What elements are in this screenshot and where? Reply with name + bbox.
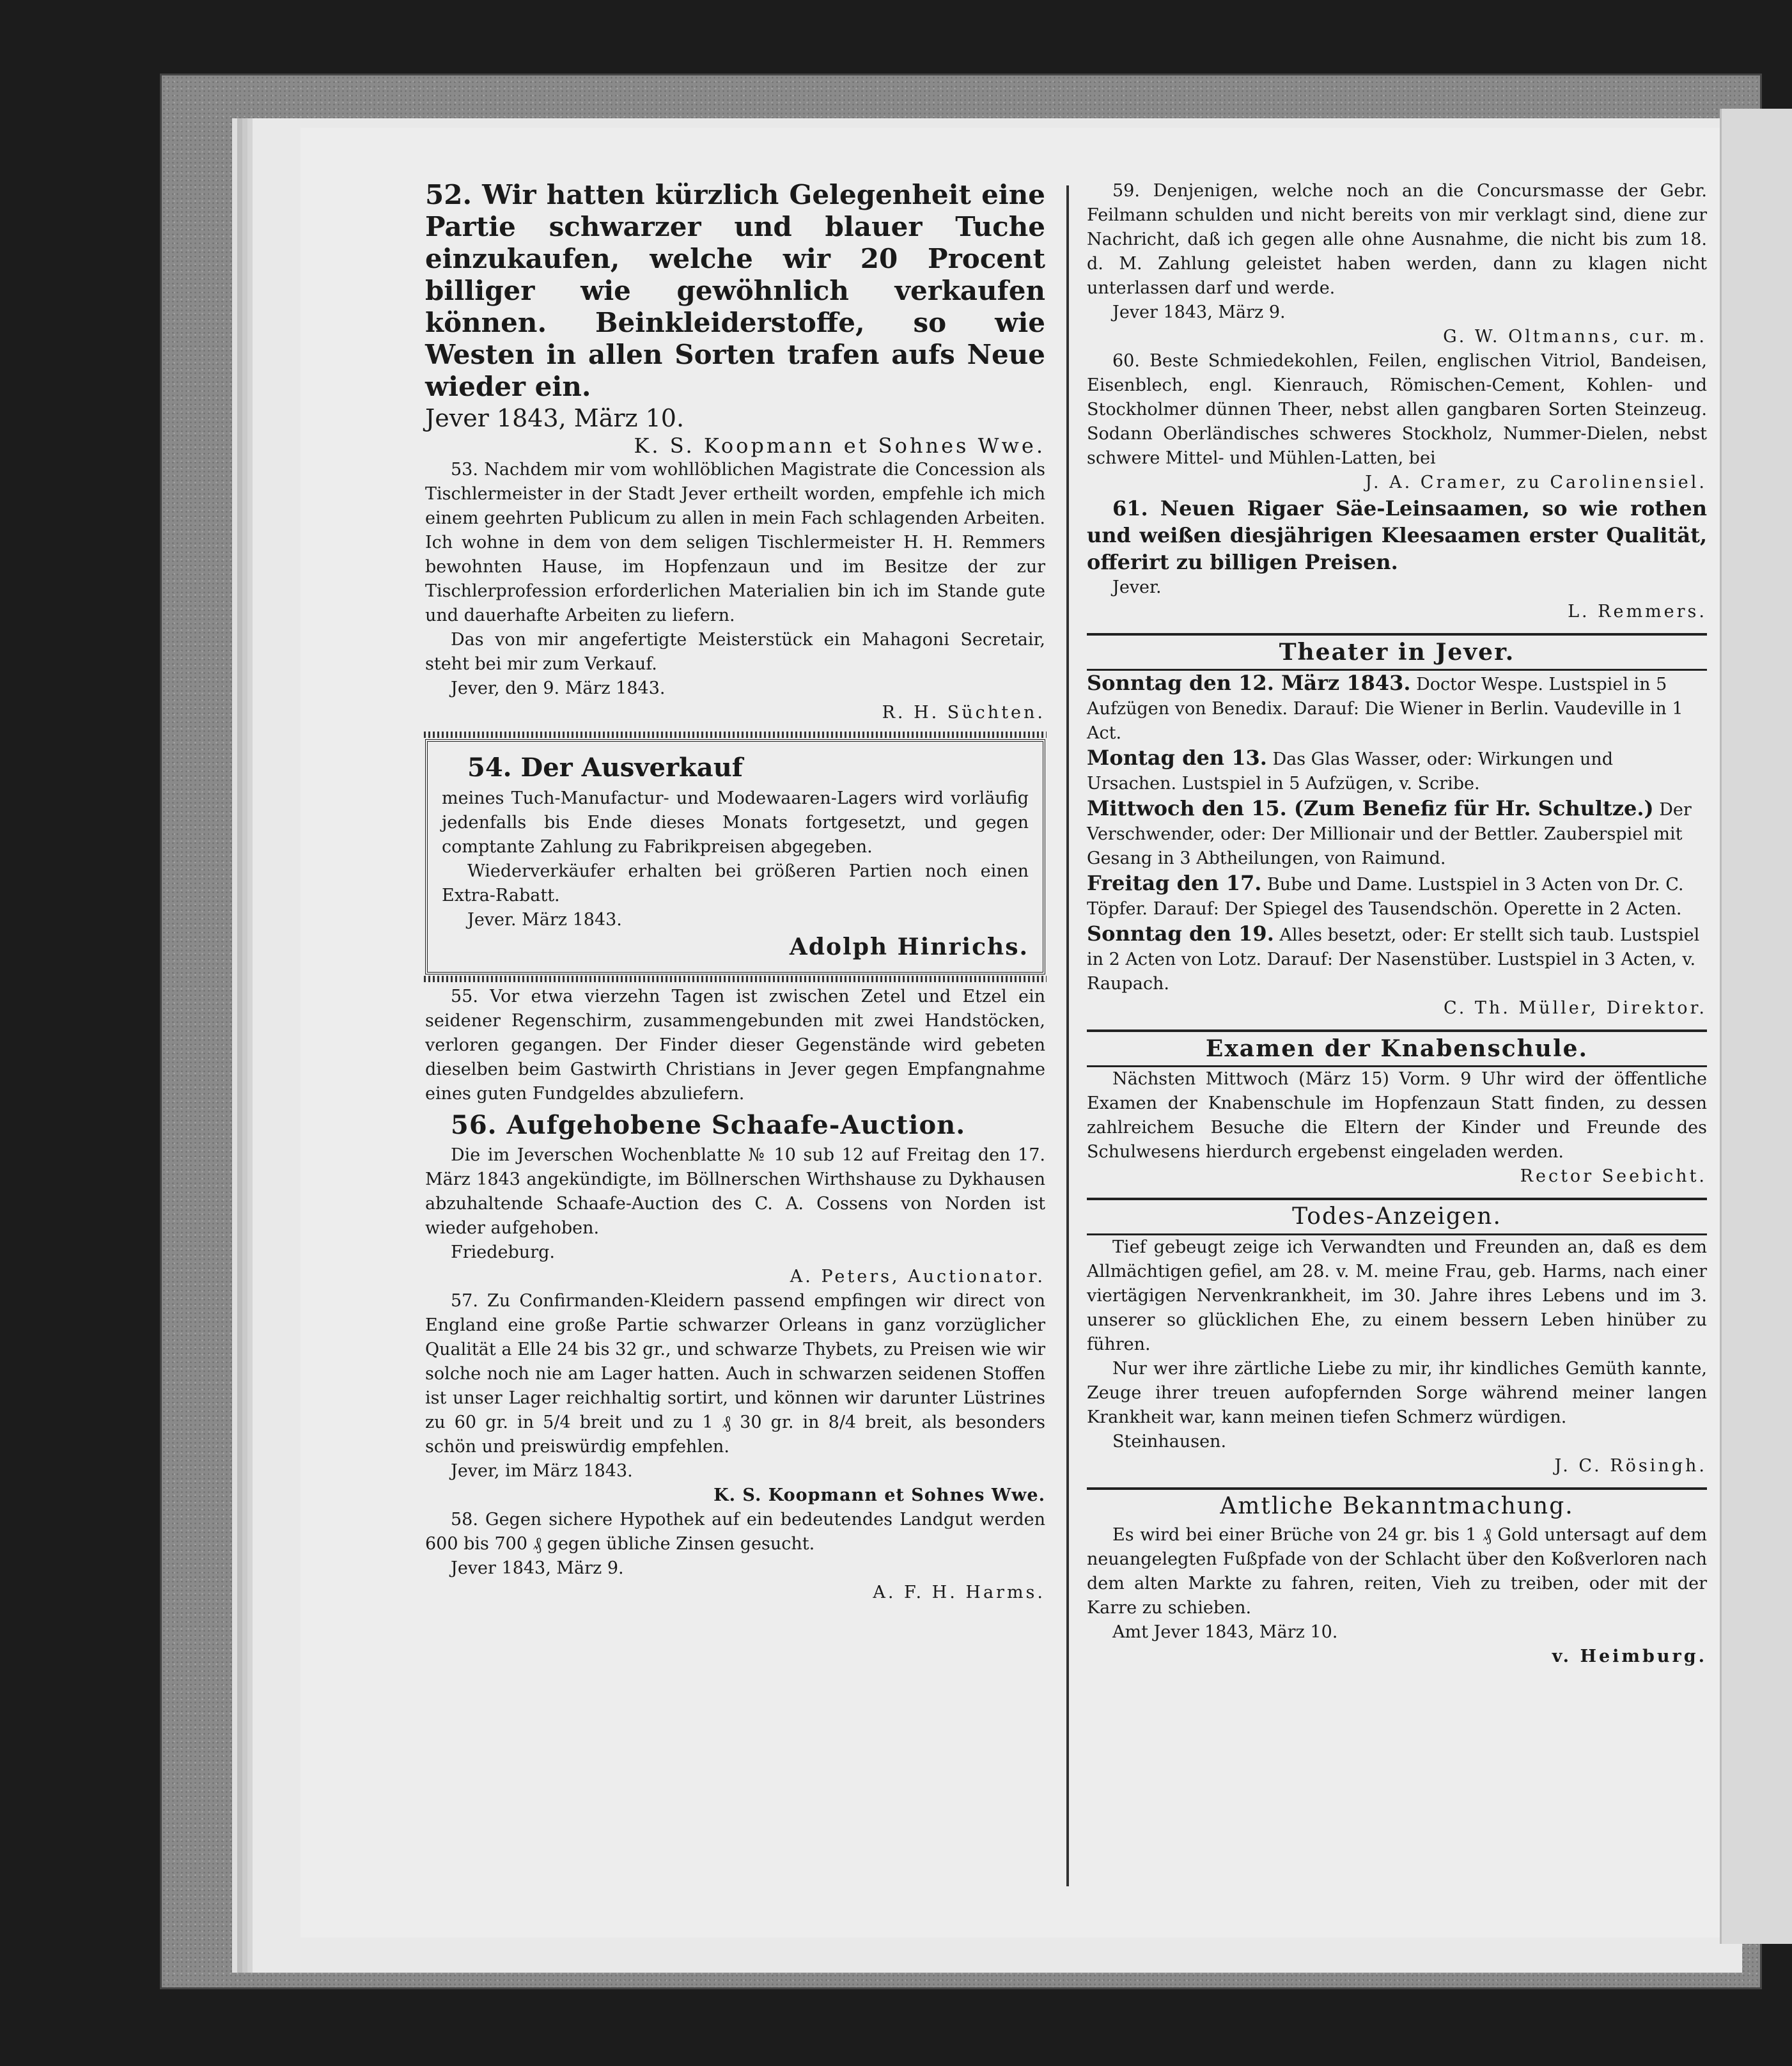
- ad-59-signature: G. W. Oltmanns, cur. m.: [1443, 327, 1707, 347]
- amtlich-date: Amt Jever 1843, März 10.: [1112, 1622, 1338, 1642]
- ad-61-text: 61. Neuen Rigaer Säe-Leinsaamen, so wie rothen und weißen diesjährigen Kleesaamen erster Qualität, offerirt zu billigen Preisen.: [1087, 496, 1707, 574]
- ad-56-place: Friedeburg.: [451, 1242, 555, 1262]
- theater-day-label: Freitag den 17.: [1087, 871, 1262, 895]
- theater-day-label: Montag den 13.: [1087, 746, 1267, 770]
- amtlich-text: Es wird bei einer Brüche von 24 gr. bis 1 ₰ Gold untersagt auf dem neuangelegten Fußpfade von der Schlacht über den Koßverloren nach dem alten Markte zu fahren, reiten, Vieh zu treiben, oder mit der Karre zu schieben.: [1087, 1525, 1707, 1618]
- right-column: [1087, 179, 1707, 1669]
- theater-day-2: [1087, 746, 1707, 796]
- ad-54-box: [425, 739, 1045, 974]
- theater-play: Doctor Wespe. Lustspiel in 5 Aufzügen von Benedix. Darauf: Die Wiener in Berlin. Vaudeville in 1 Act.: [1087, 675, 1683, 743]
- todes-heading: Todes-Anzeigen.: [1087, 1198, 1707, 1235]
- ad-56-text: Die im Jeverschen Wochenblatte № 10 sub 12 auf Freitag den 17. März 1843 angekündigte, im Böllnerschen Wirthshause zu Dykhausen abzuhaltende Schaafe-Auction des C. A. Cossens von Norden ist wieder aufgehoben.: [425, 1145, 1045, 1238]
- ad-59-text: 59. Denjenigen, welche noch an die Concursmasse der Gebr. Feilmann schulden und nicht bereits von mir verklagt sind, diene zur Nachricht, daß ich gegen alle ohne Ausnahme, die nicht bis zum 18. d. M. Zahlung geleistet haben werden, dann zu klagen nicht unterlassen darf und werde.: [1087, 181, 1707, 298]
- ad-52-signature: K. S. Koopmann et Sohnes Wwe.: [634, 434, 1045, 458]
- ad-54-heading: 54. Der Ausverkauf: [467, 753, 743, 783]
- ad-54-text: meines Tuch-Manufactur- und Modewaaren-Lagers wird vorläufig jedenfalls bis Ende dieses Monats fortgesetzt, und gegen comptante Zahlung zu Fabrikpreisen abgegeben.: [442, 788, 1029, 857]
- ad-54-date: Jever. März 1843.: [467, 910, 622, 930]
- theater-heading: Theater in Jever.: [1087, 633, 1707, 671]
- ad-56-heading: 56. Aufgehobene Schaafe-Auction.: [451, 1110, 966, 1140]
- ad-60-signature: J. A. Cramer, zu Carolinensiel.: [1365, 473, 1707, 492]
- ad-57-date: Jever, im März 1843.: [451, 1461, 633, 1481]
- todes-signature: J. C. Rösingh.: [1554, 1456, 1707, 1476]
- ad-60-text: 60. Beste Schmiedekohlen, Feilen, englischen Vitriol, Bandeisen, Eisenblech, engl. Kienrauch, Römischen-Cement, Kohlen- und Stockholmer dünnen Theer, nebst allen gangbaren Sorten Steinzeug. Sodann Oberländisches schweres Stockholz, Nummer-Dielen, nebst schwere Mittel- und Mühlen-Latten, bei: [1087, 351, 1707, 468]
- ad-52-text: 52. Wir hatten kürzlich Gelegenheit eine Partie schwarzer und blauer Tuche einzukaufen, welche wir 20 Procent billiger wie gewöhnlich verkaufen können. Beinkleiderstoffe, so wie Westen in allen Sorten trafen aufs Neue wieder ein.: [425, 179, 1045, 402]
- examen-signature: Rector Seebicht.: [1520, 1166, 1707, 1186]
- left-column: [425, 179, 1045, 1605]
- todes-text: Tief gebeugt zeige ich Verwandten und Freunden an, daß es dem Allmächtigen gefiel, am 28. v. M. meine Frau, geb. Harms, nach einer viertägigen Nervenkrankheit, im 30. Jahre ihres Lebens und im 3. unserer so glücklichen Ehe, zu einem bessern Leben hinüber zu führen.: [1087, 1237, 1707, 1354]
- ad-59-date: Jever 1843, März 9.: [1112, 302, 1286, 322]
- theater-play: Das Glas Wasser, oder: Wirkungen und Ursachen. Lustspiel in 5 Aufzügen, v. Scribe.: [1087, 749, 1614, 794]
- theater-program: [1087, 671, 1707, 996]
- ad-53-text2: Das von mir angefertigte Meisterstück ein Mahagoni Secretair, steht bei mir zum Verkauf.: [425, 630, 1045, 674]
- ad-53-signature: R. H. Süchten.: [882, 703, 1045, 723]
- ad-52-date: Jever 1843, März 10.: [425, 404, 685, 432]
- ad-53-text: 53. Nachdem mir vom wohllöblichen Magistrate die Concession als Tischlermeister in der Stadt Jever ertheilt worden, empfehle ich mich einem geehrten Publicum zu allen in mein Fach schlagenden Arbeiten. Ich wohne in dem von dem seligen Tischlermeister H. H. Remmers bewohnten Hause, im Hopfenzaun und im Besitze der zur Tischlerprofession erforderlichen Materialien bin ich im Stande gute und dauerhafte Arbeiten zu liefern.: [425, 460, 1045, 625]
- ad-58-date: Jever 1843, März 9.: [451, 1558, 624, 1578]
- theater-day-label: Sonntag den 12. März 1843.: [1087, 671, 1411, 695]
- todes-text2: Nur wer ihre zärtliche Liebe zu mir, ihr kindliches Gemüth kannte, Zeuge ihrer treuen aufopfernden Sorge während meiner langen Krankheit war, kann meinen tiefen Schmerz würdigen.: [1087, 1359, 1707, 1427]
- ad-58-text: 58. Gegen sichere Hypothek auf ein bedeutendes Landgut werden 600 bis 700 ₰ gegen übliche Zinsen gesucht.: [425, 1510, 1045, 1554]
- theater-day-label: Mittwoch den 15. (Zum Benefiz für Hr. Schultze.): [1087, 796, 1654, 820]
- examen-text: Nächsten Mittwoch (März 15) Vorm. 9 Uhr wird der öffentliche Examen der Knabenschule im Hopfenzaun Statt finden, zu dessen zahlreichem Besuche die Eltern der Kinder und Freunde des Schulwesens hierdurch ergebenst eingeladen werden.: [1087, 1069, 1707, 1162]
- theater-day-3: [1087, 796, 1707, 871]
- theater-day-4: [1087, 871, 1707, 921]
- theater-play: Alles besetzt, oder: Er stellt sich taub. Lustspiel in 2 Acten von Lotz. Darauf: Der Nasenstüber. Lustspiel in 3 Acten, v. Raupach.: [1087, 925, 1700, 994]
- ad-55-text: 55. Vor etwa vierzehn Tagen ist zwischen Zetel und Etzel ein seidener Regenschirm, zusammengebunden mit zwei Handstöcken, verloren gegangen. Der Finder dieser Gegenstände wird gebeten dieselben beim Gastwirth Christians in Jever gegen Empfangnahme eines guten Fundgeldes abzuliefern.: [425, 987, 1045, 1104]
- ad-61-signature: L. Remmers.: [1568, 602, 1707, 622]
- todes-place: Steinhausen.: [1112, 1432, 1227, 1452]
- ad-54-signature: Adolph Hinrichs.: [789, 934, 1029, 960]
- column-rule: [1066, 185, 1069, 1886]
- amtlich-signature: v. Heimburg.: [1552, 1647, 1707, 1666]
- theater-play: Der Verschwender, oder: Der Millionair und der Bettler. Zauberspiel mit Gesang in 3 Abtheilungen, von Raimund.: [1087, 800, 1692, 868]
- theater-day-5: [1087, 921, 1707, 996]
- ad-53-date: Jever, den 9. März 1843.: [451, 678, 666, 698]
- facing-page-edge: [1720, 109, 1792, 1944]
- ad-54-text2: Wiederverkäufer erhalten bei größeren Partien noch einen Extra-Rabatt.: [442, 861, 1029, 905]
- ad-57-text: 57. Zu Confirmanden-Kleidern passend empfingen wir direct von England eine große Partie schwarzer Orleans in ganz vorzüglicher Qualität a Elle 24 bis 32 gr., und schwarze Thybets, zu Preisen wie wir solche noch nie am Lager hatten. Auch in schwarzen seidenen Stoffen ist unser Lager reichhaltig sortirt, und können wir darunter Lüstrines zu 60 gr. in 5/4 breit und zu 1 ₰ 30 gr. in 8/4 breit, als besonders schön und preiswürdig empfehlen.: [425, 1291, 1045, 1457]
- theater-signature: C. Th. Müller, Direktor.: [1444, 998, 1707, 1018]
- ad-56-signature: A. Peters, Auctionator.: [790, 1267, 1045, 1287]
- ad-57-signature: K. S. Koopmann et Sohnes Wwe.: [713, 1485, 1045, 1505]
- theater-day-1: [1087, 671, 1707, 746]
- ad-58-signature: A. F. H. Harms.: [873, 1583, 1045, 1602]
- amtlich-heading: Amtliche Bekanntmachung.: [1087, 1487, 1707, 1523]
- theater-day-label: Sonntag den 19.: [1087, 921, 1274, 946]
- ad-61-place: Jever.: [1112, 577, 1162, 597]
- examen-heading: Examen der Knabenschule.: [1087, 1029, 1707, 1067]
- theater-play: Bube und Dame. Lustspiel in 3 Acten von Dr. C. Töpfer. Darauf: Der Spiegel des Tausendschön. Operette in 2 Acten.: [1087, 875, 1684, 919]
